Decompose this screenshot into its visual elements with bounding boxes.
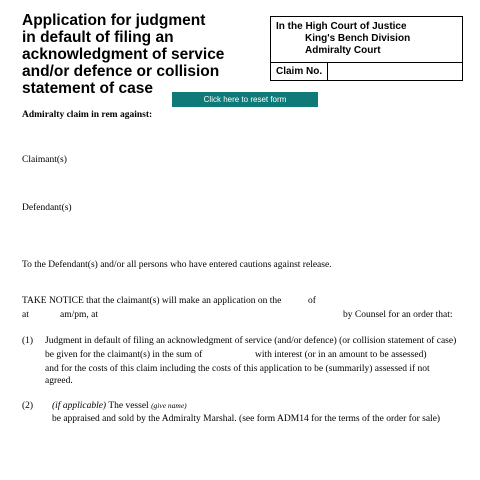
title-line: and/or defence or collision bbox=[22, 63, 220, 80]
defendants-label: Defendant(s) bbox=[22, 203, 72, 213]
item-1-number: (1) bbox=[22, 336, 34, 346]
item-2-applicable: (if applicable) bbox=[52, 401, 107, 411]
claim-number-field[interactable] bbox=[327, 63, 462, 80]
item-1-line: be given for the claimant(s) in the sum of bbox=[45, 350, 203, 360]
claim-number-row bbox=[271, 62, 462, 80]
to-defendants-text: To the Defendant(s) and/or all persons who have entered cautions against release. bbox=[22, 260, 332, 270]
item-1-line: Judgment in default of filing an acknowledgment of service (and/or defence) (or collision statement of case) bbox=[45, 336, 457, 346]
title-line: in default of filing an bbox=[22, 29, 174, 46]
admiralty-claim-label: Admiralty claim in rem against: bbox=[22, 110, 153, 120]
notice-ampm: am/pm, at bbox=[60, 310, 98, 320]
reset-form-button[interactable]: Click here to reset form bbox=[172, 92, 318, 107]
claimants-label: Claimant(s) bbox=[22, 155, 67, 165]
item-2-line: be appraised and sold by the Admiralty Marshal. (see form ADM14 for the terms of the order for sale) bbox=[52, 414, 441, 424]
notice-of: of bbox=[308, 296, 316, 306]
title-line: statement of case bbox=[22, 80, 153, 97]
court-line: In the High Court of Justice bbox=[276, 21, 407, 32]
item-2-number: (2) bbox=[22, 401, 34, 411]
court-box bbox=[270, 16, 463, 81]
title-line: Application for judgment bbox=[22, 12, 206, 29]
claim-number-label: Claim No. bbox=[276, 66, 323, 77]
court-subdivision: Admiralty Court bbox=[305, 45, 381, 56]
notice-at: at bbox=[22, 310, 29, 320]
item-2-give-name: (give name) bbox=[151, 401, 187, 410]
court-division: King's Bench Division bbox=[305, 33, 411, 44]
court-name bbox=[276, 21, 410, 57]
title-line: acknowledgment of service bbox=[22, 46, 225, 63]
item-2-vessel: The vessel bbox=[108, 401, 149, 411]
item-1-line: agreed. bbox=[45, 376, 73, 386]
item-2-line bbox=[52, 400, 187, 412]
notice-text: TAKE NOTICE that the claimant(s) will make an application on the bbox=[22, 296, 282, 306]
item-1-line: and for the costs of this claim including the costs of this application to be (summarily) assessed if not bbox=[45, 364, 430, 374]
item-1-line: with interest (or in an amount to be assessed) bbox=[255, 350, 427, 360]
form-title bbox=[22, 12, 262, 97]
notice-counsel: by Counsel for an order that: bbox=[343, 310, 453, 320]
